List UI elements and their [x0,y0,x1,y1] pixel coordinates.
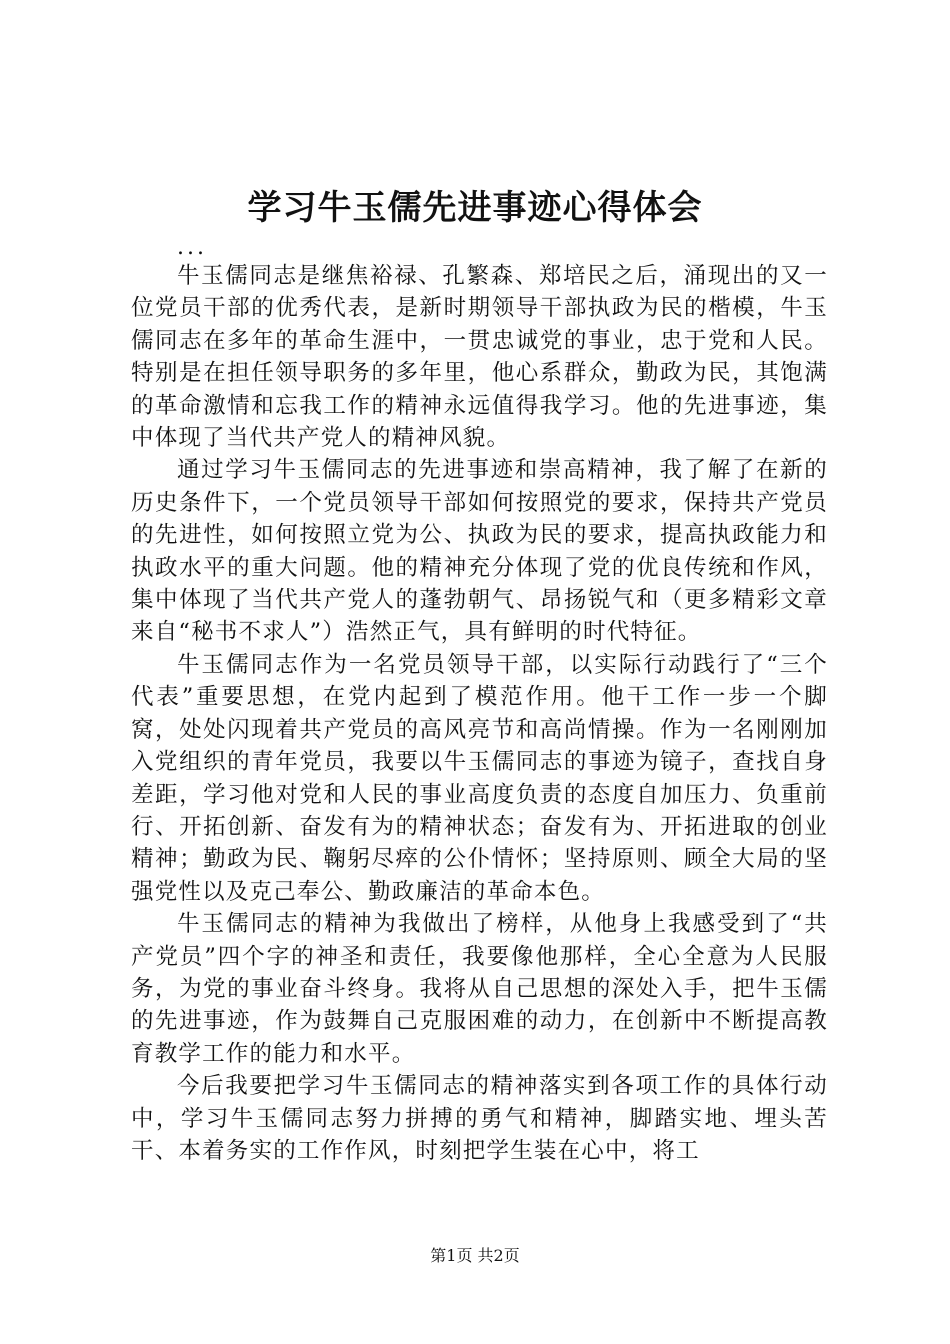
paragraph-5: 今后我要把学习牛玉儒同志的精神落实到各项工作的具体行动中，学习牛玉儒同志努力拼搏的勇气和精神，脚踏实地、埋头苦干、本着务实的工作作风，时刻把学生装在心中，将工 [131,1073,828,1164]
paragraph-3: 牛玉儒同志作为一名党员领导干部，以实际行动践行了“三个代表”重要思想，在党内起到了模范作用。他干工作一步一个脚窝，处处闪现着共产党员的高风亮节和高尚情操。作为一名刚刚加入党组织的青年党员，我要以牛玉儒同志的事迹为镜子，查找自身差距，学习他对党和人民的事业高度负责的态度自加压力、负重前行、开拓创新、奋发有为的精神状态；奋发有为、开拓进取的创业精神；勤政为民、鞠躬尽瘁的公仆情怀；坚持原则、顾全大局的坚强党性以及克己奉公、勤政廉洁的革命本色。 [131,651,828,905]
paragraph-4: 牛玉儒同志的精神为我做出了榜样，从他身上我感受到了“共产党员”四个字的神圣和责任，我要像他那样，全心全意为人民服务，为党的事业奋斗终身。我将从自己思想的深处入手，把牛玉儒的先进事迹，作为鼓舞自己克服困难的动力，在创新中不断提高教育教学工作的能力和水平。 [131,911,828,1067]
paragraph-1: 牛玉儒同志是继焦裕禄、孔繁森、郑培民之后，涌现出的又一位党员干部的优秀代表，是新时期领导干部执政为民的楷模，牛玉儒同志在多年的革命生涯中，一贯忠诚党的事业，忠于党和人民。特别是在担任领导职务的多年里，他心系群众，勤政为民，其饱满的革命激情和忘我工作的精神永远值得我学习。他的先进事迹，集中体现了当代共产党人的精神风貌。 [131,263,828,452]
ellipsis-marker: ... [177,235,207,260]
document-body [131,260,828,1167]
document-title: 学习牛玉儒先进事迹心得体会 [247,188,703,228]
page-footer: 第1页 共2页 [430,1246,520,1265]
paragraph-2: 通过学习牛玉儒同志的先进事迹和崇高精神，我了解了在新的历史条件下，一个党员领导干部如何按照党的要求，保持共产党员的先进性，如何按照立党为公、执政为民的要求，提高执政能力和执政水平的重大问题。他的精神充分体现了党的优良传统和作风，集中体现了当代共产党人的蓬勃朝气、昂扬锐气和（更多精彩文章来自“秘书不求人”）浩然正气，具有鲜明的时代特征。 [131,457,828,646]
